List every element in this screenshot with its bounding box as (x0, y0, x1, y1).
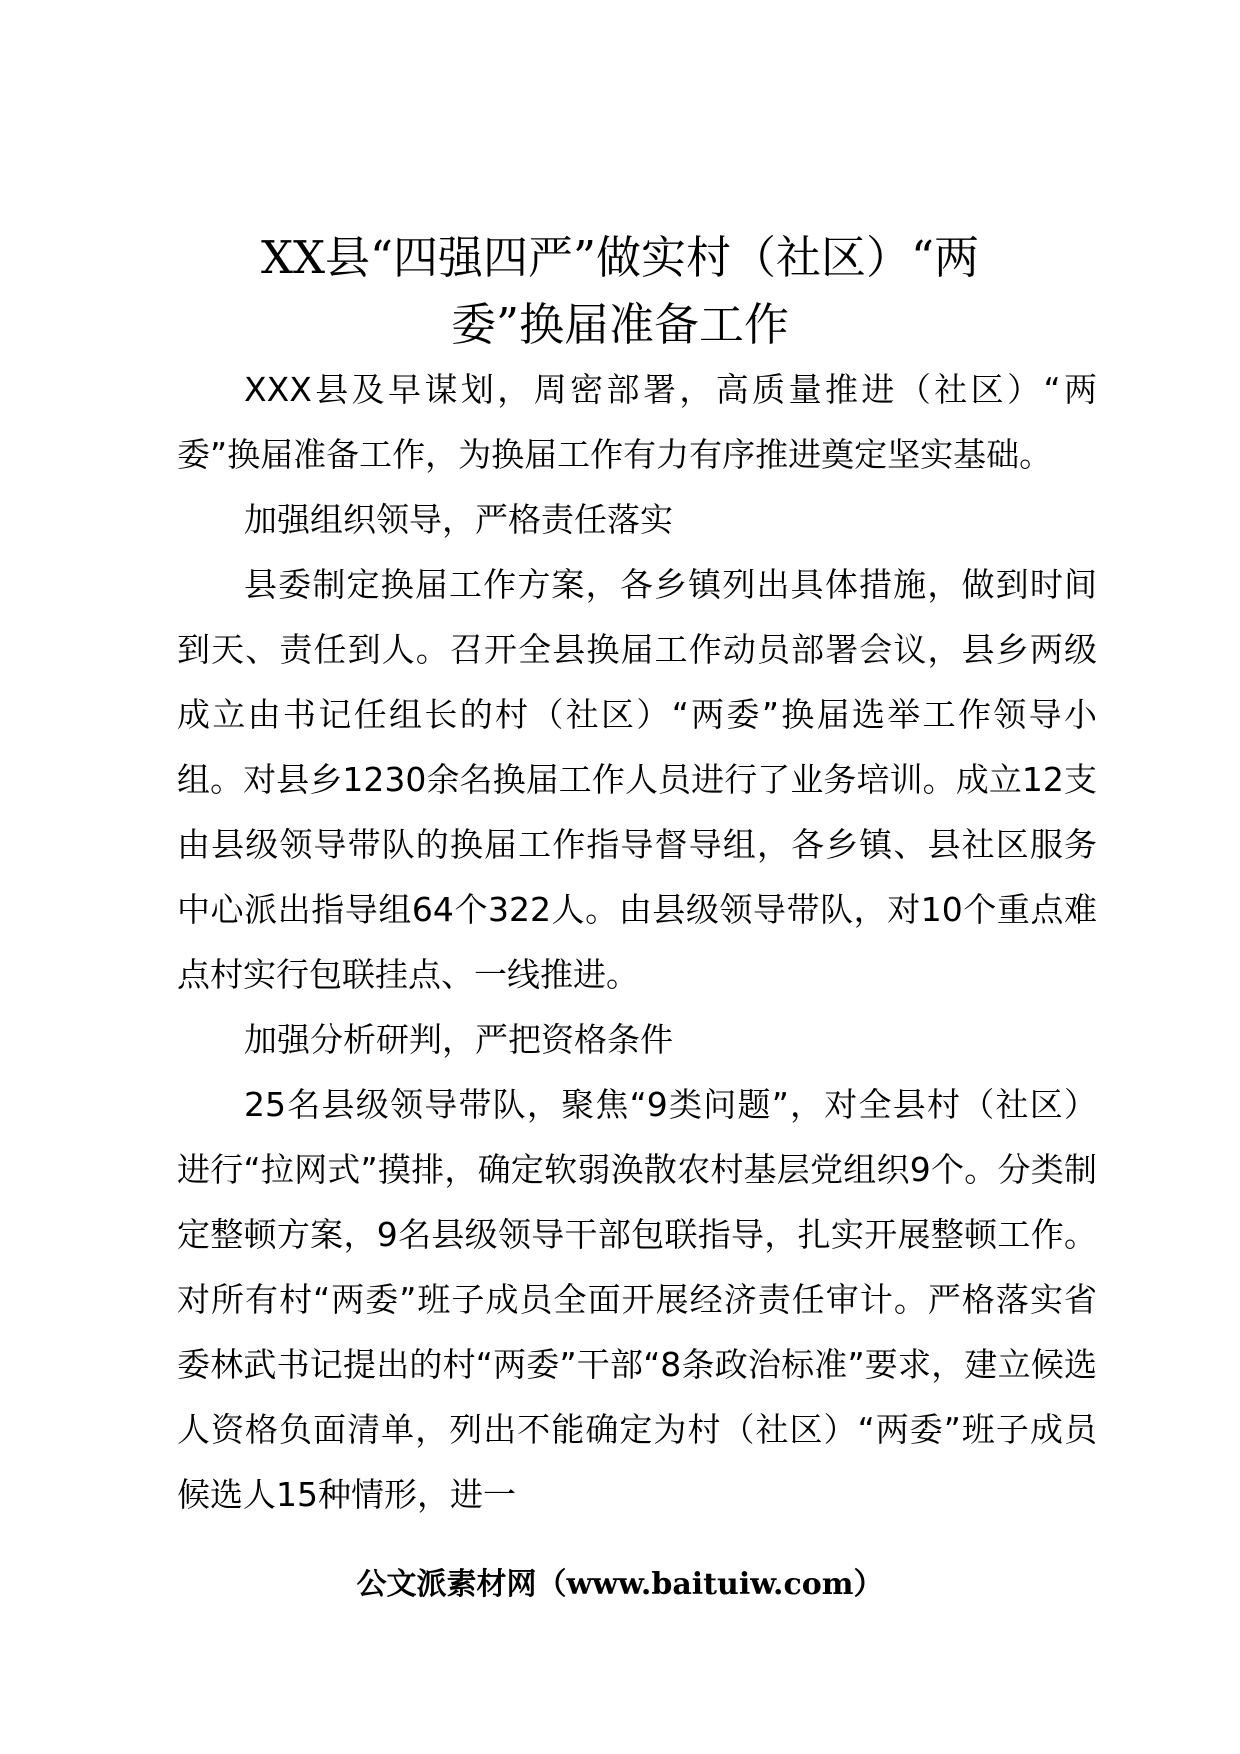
document-title (150, 224, 1090, 358)
section-heading-2: 加强分析研判，严把资格条件 (244, 1020, 673, 1059)
paragraph-intro: XXX县及早谋划，周密部署，高质量推进（社区）“两委”换届准备工作，为换届工作有力有序推进奠定坚实基础。 (177, 370, 1097, 474)
paragraph-section-1: 县委制定换届工作方案，各乡镇列出具体措施，做到时间到天、责任到人。召开全县换届工作动员部署会议，县乡两级成立由书记任组长的村（社区）“两委”换届选举工作领导小组。对县乡1230余名换届工作人员进行了业务培训。成立12支由县级领导带队的换届工作指导督导组，各乡镇、县社区服务中心派出指导组64个322人。由县级领导带队，对10个重点难点村实行包联挂点、一线推进。 (177, 565, 1097, 994)
document-body (177, 357, 1097, 1527)
title-line-2: 委”换届准备工作 (450, 298, 789, 351)
paragraph-section-2: 25名县级领导带队，聚焦“9类问题”，对全县村（社区）进行“拉网式”摸排，确定软弱涣散农村基层党组织9个。分类制定整顿方案，9名县级领导干部包联指导，扎实开展整顿工作。对所有村“两委”班子成员全面开展经济责任审计。严格落实省委林武书记提出的村“两委”干部“8条政治标准”要求，建立候选人资格负面清单，列出不能确定为村（社区）“两委”班子成员候选人15种情形，进一 (177, 1085, 1097, 1514)
section-heading-1: 加强组织领导，严格责任落实 (244, 500, 673, 539)
footer-watermark: 公文派素材网（www.baituiw.com） (356, 1567, 884, 1602)
title-line-1: XX县“四强四严”做实村（社区）“两 (260, 231, 980, 284)
